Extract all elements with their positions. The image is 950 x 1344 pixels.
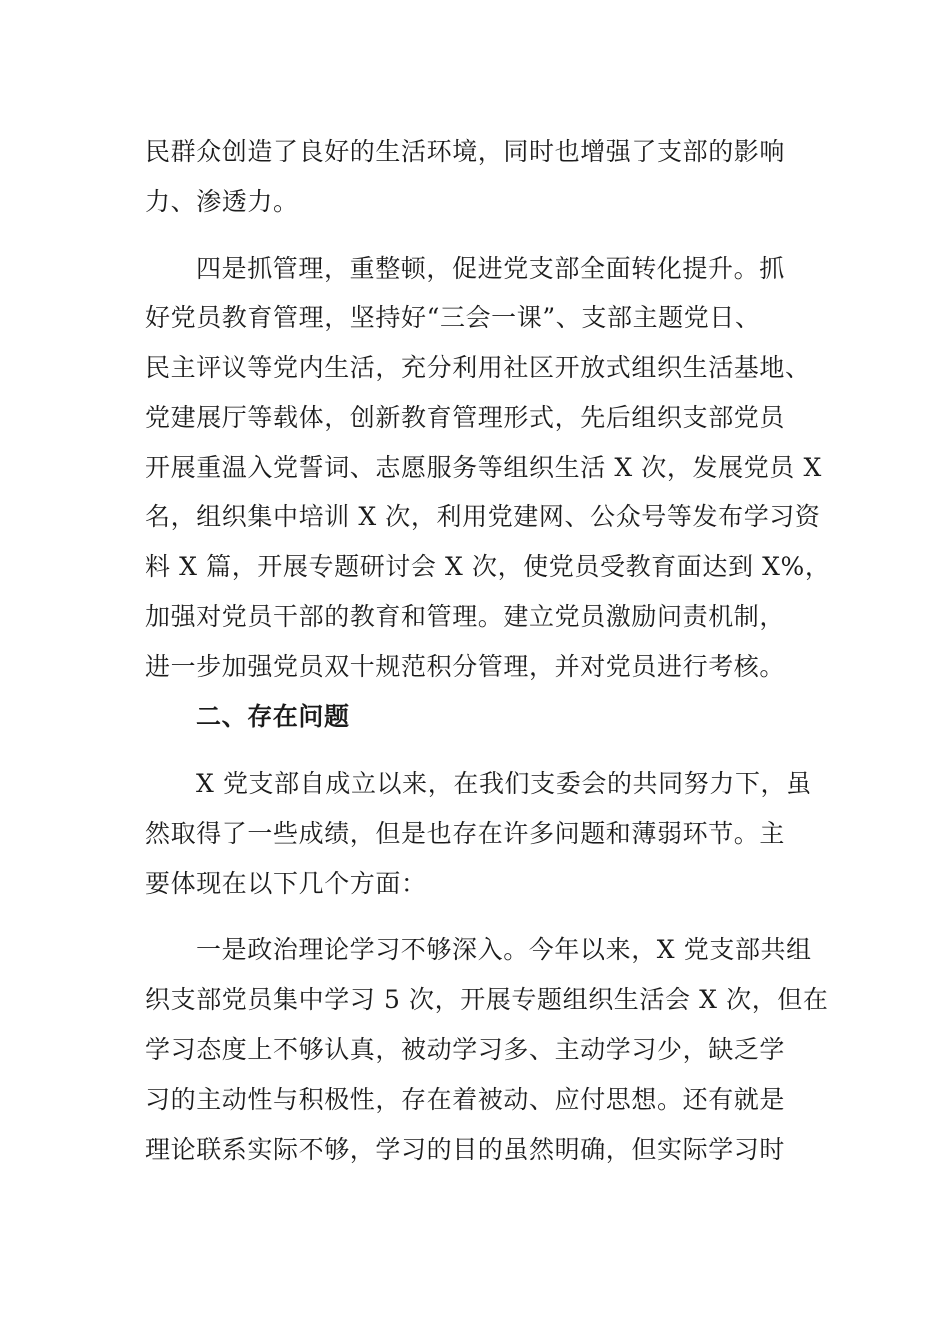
text-line: 名，组织集中培训 X 次，利用党建网、公众号等发布学习资	[145, 502, 821, 531]
text-line: 加强对党员干部的教育和管理。建立党员激励问责机制，	[145, 602, 786, 631]
text-line: 好党员教育管理，坚持好“三会一课”、支部主题党日、	[145, 303, 761, 332]
paragraph-first-line: 四是抓管理，重整顿，促进党支部全面转化提升。抓	[196, 254, 785, 283]
text-line: 开展重温入党誓词、志愿服务等组织生活 X 次，发展党员 X	[145, 453, 822, 482]
text-line: 然取得了一些成绩，但是也存在许多问题和薄弱环节。主	[145, 819, 786, 848]
text-line: 民群众创造了良好的生活环境，同时也增强了支部的影响	[145, 137, 786, 166]
text-line: 党建展厅等载体，创新教育管理形式，先后组织支部党员	[145, 403, 786, 432]
text-line: 理论联系实际不够，学习的目的虽然明确，但实际学习时	[145, 1135, 786, 1164]
text-line: 学习态度上不够认真，被动学习多、主动学习少，缺乏学	[145, 1035, 786, 1064]
text-line: 织支部党员集中学习 5 次，开展专题组织生活会 X 次，但在	[145, 985, 829, 1014]
text-line: 力、渗透力。	[145, 187, 299, 216]
text-line: 料 X 篇，开展专题研讨会 X 次，使党员受教育面达到 X%，	[145, 552, 831, 581]
text-line: 习的主动性与积极性，存在着被动、应付思想。还有就是	[145, 1085, 786, 1114]
paragraph-first-line: 一是政治理论学习不够深入。今年以来，X 党支部共组	[196, 935, 812, 964]
text-line: 要体现在以下几个方面：	[145, 869, 427, 898]
paragraph-first-line: X 党支部自成立以来，在我们支委会的共同努力下，虽	[196, 769, 812, 798]
text-line: 进一步加强党员双十规范积分管理，并对党员进行考核。	[145, 652, 786, 681]
section-heading: 二、存在问题	[196, 702, 350, 731]
text-line: 民主评议等党内生活，充分利用社区开放式组织生活基地、	[145, 353, 811, 382]
